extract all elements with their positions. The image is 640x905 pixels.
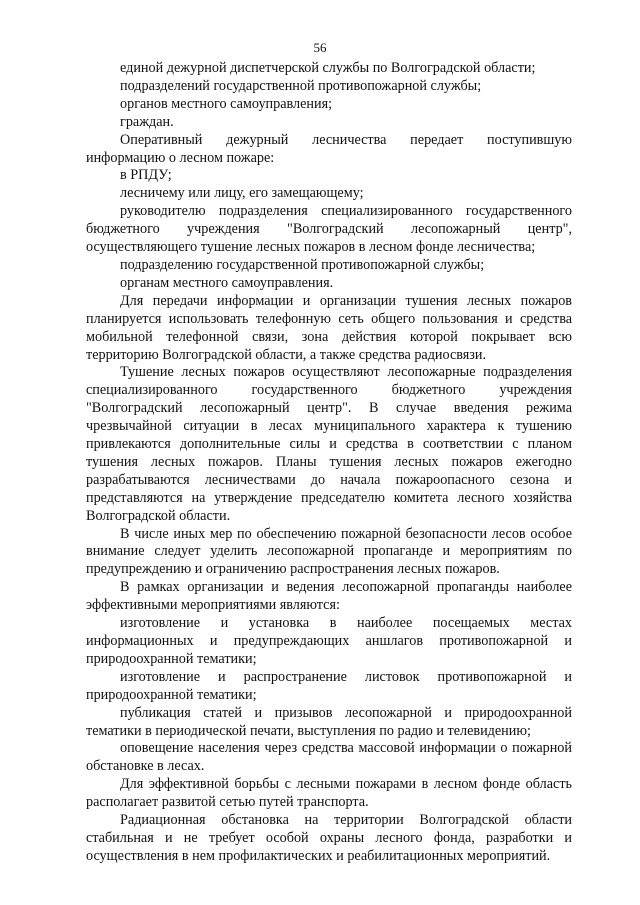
paragraph: подразделению государственной противопожарной службы; xyxy=(120,256,485,273)
document-body xyxy=(86,60,572,866)
paragraph: единой дежурной диспетчерской службы по Волгоградской области; xyxy=(120,60,536,76)
paragraph: руководителю подразделения специализированного государственного бюджетного учреждения "Волгоградский лесопожарный центр", осуществляющего тушение лесных пожаров в лесном фонде лесничества; xyxy=(86,203,572,256)
paragraph: В числе иных мер по обеспечению пожарной безопасности лесов особое внимание следует уделить лесопожарной пропаганде и мероприятиям по предупреждению и ограничению распространения лесных пожаров. xyxy=(86,525,572,578)
paragraph: Оперативный дежурный лесничества передает поступившую информацию о лесном пожаре: xyxy=(86,131,572,166)
paragraph: Для передачи информации и организации тушения лесных пожаров планируется использовать телефонную сеть общего пользования и средства мобильной телефонной связи, зона действия которой покрывает всю территорию Волгоградской области, а также средства радиосвязи. xyxy=(86,292,572,363)
paragraph: В рамках организации и ведения лесопожарной пропаганды наиболее эффективными мероприятиями являются: xyxy=(86,579,572,614)
paragraph: Для эффективной борьбы с лесными пожарами в лесном фонде область располагает развитой сетью путей транспорта. xyxy=(86,776,572,811)
paragraph: изготовление и установка в наиболее посещаемых местах информационных и предупреждающих аншлагов противопожарной и природоохранной тематики; xyxy=(86,615,572,667)
paragraph: оповещение населения через средства массовой информации о пожарной обстановке в лесах. xyxy=(86,740,572,775)
paragraph: подразделений государственной противопожарной службы; xyxy=(120,77,482,94)
paragraph: публикация статей и призывов лесопожарной и природоохранной тематики в периодической печати, выступления по радио и телевидению; xyxy=(86,704,572,739)
paragraph: Радиационная обстановка на территории Волгоградской области стабильная и не требует особой охраны лесного фонда, разработки и осуществления в нем профилактических и реабилитационных мероприятий. xyxy=(86,812,572,864)
paragraph: в РПДУ; xyxy=(120,167,172,184)
paragraph: изготовление и распространение листовок противопожарной и природоохранной тематики; xyxy=(86,668,572,703)
page-number: 56 xyxy=(313,40,327,55)
paragraph: лесничему или лицу, его замещающему; xyxy=(120,185,364,202)
paragraph: граждан. xyxy=(120,113,174,130)
paragraph: органов местного самоуправления; xyxy=(120,95,333,112)
paragraph: Тушение лесных пожаров осуществляют лесопожарные подразделения специализированного государственного бюджетного учреждения "Волгоградский лесопожарный центр". В случае введения режима чрезвычайной ситуации в лесах муниципального характера к тушению привлекаются дополнительные силы и средства в соответствии с планом тушения лесных пожаров. Планы тушения лесных пожаров ежегодно разрабатываются лесничествами до начала пожароопасного сезона и представляются на утверждение председателю комитета лесного хозяйства Волгоградской области. xyxy=(86,364,572,524)
paragraph: органам местного самоуправления. xyxy=(120,274,334,291)
